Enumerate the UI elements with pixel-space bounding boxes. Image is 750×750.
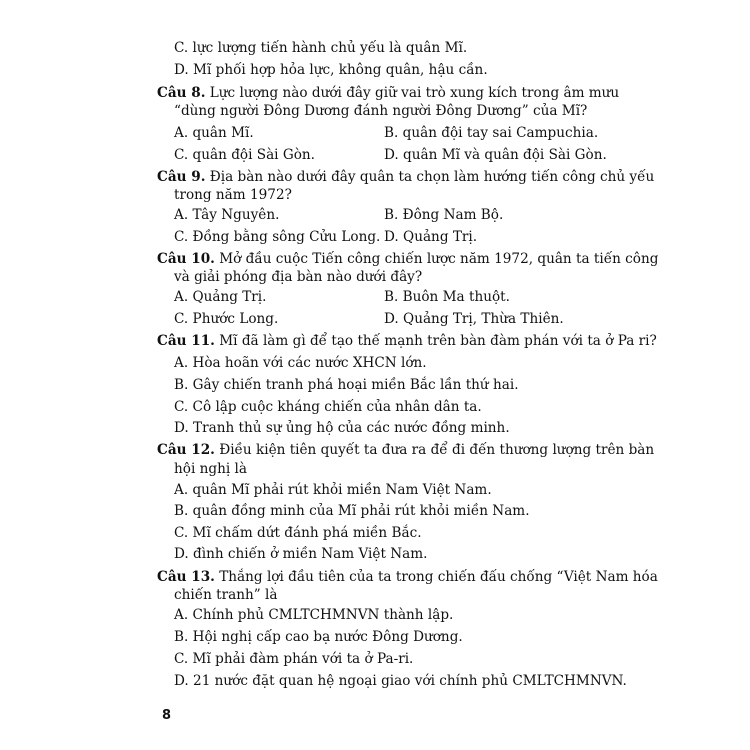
option-b: B. Buôn Ma thuột.: [384, 289, 510, 305]
question-label: Câu 8.: [157, 85, 206, 101]
option-c: C. Mĩ phải đàm phán với ta ở Pa-ri.: [174, 651, 414, 667]
option-c: C. Mĩ chấm dứt đánh phá miền Bắc.: [174, 525, 422, 541]
question-text: Thắng lợi đầu tiên của ta trong chiến đấu chống “Việt Nam hóa: [219, 569, 658, 585]
option-c: C. Đồng bằng sông Cửu Long.: [174, 229, 381, 245]
option-c: C. Phước Long.: [174, 311, 279, 327]
option-d: D. Tranh thủ sự ủng hộ của các nước đồng minh.: [174, 420, 510, 436]
option-c: C. Cô lập cuộc kháng chiến của nhân dân ta.: [174, 399, 482, 415]
question-label: Câu 11.: [157, 333, 215, 349]
option-a: A. Hòa hoãn với các nước XHCN lớn.: [174, 355, 427, 371]
page-number: 8: [162, 708, 172, 723]
option-b: B. Đông Nam Bộ.: [384, 207, 504, 223]
option-d: D. Quảng Trị, Thừa Thiên.: [384, 311, 564, 327]
question-label: Câu 13.: [157, 569, 215, 585]
option-b: B. Hội nghị cấp cao bạ nước Đông Dương.: [174, 629, 463, 645]
question-9: [157, 168, 654, 186]
option-a: A. quân Mĩ phải rút khỏi miền Nam Việt Nam.: [174, 482, 492, 498]
option-b: B. quân đồng minh của Mĩ phải rút khỏi miền Nam.: [174, 503, 530, 519]
option-a: A. Chính phủ CMLTCHMNVN thành lập.: [174, 607, 454, 623]
option-c: C. quân đội Sài Gòn.: [174, 147, 315, 163]
option-d: D. quân Mĩ và quân đội Sài Gòn.: [384, 147, 607, 163]
question-text-cont: trong năm 1972?: [174, 187, 292, 203]
option-a: A. quân Mĩ.: [174, 125, 254, 141]
question-text: Mở đầu cuộc Tiến công chiến lược năm 1972, quân ta tiến công: [219, 251, 659, 267]
question-text: Mĩ đã làm gì để tạo thế mạnh trên bàn đàm phán với ta ở Pa ri?: [219, 333, 657, 349]
question-label: Câu 9.: [157, 169, 206, 185]
question-text-cont: và giải phóng địa bàn nào dưới đây?: [174, 269, 423, 285]
question-text-cont: hội nghị là: [174, 461, 247, 477]
question-11: [157, 332, 657, 350]
option-a: A. Quảng Trị.: [174, 289, 267, 305]
option-d: D. 21 nước đặt quan hệ ngoại giao với chính phủ CMLTCHMNVN.: [174, 673, 627, 689]
option-d-prev: D. Mĩ phối hợp hỏa lực, không quân, hậu cần.: [174, 62, 488, 78]
option-d: D. Quảng Trị.: [384, 229, 478, 245]
question-13: [157, 568, 658, 586]
question-label: Câu 10.: [157, 251, 215, 267]
question-text: Địa bàn nào dưới đây quân ta chọn làm hướng tiến công chủ yếu: [209, 169, 655, 185]
question-10: [157, 250, 658, 268]
question-text: Điều kiện tiên quyết ta đưa ra để đi đến thương lượng trên bàn: [219, 442, 655, 458]
option-b: B. quân đội tay sai Campuchia.: [384, 125, 599, 141]
option-c-prev: C. lực lượng tiến hành chủ yếu là quân Mĩ.: [174, 40, 468, 56]
question-text-cont: “dùng người Đông Dương đánh người Đông Dương” của Mĩ?: [174, 103, 588, 119]
option-d: D. đình chiến ở miền Nam Việt Nam.: [174, 546, 428, 562]
question-label: Câu 12.: [157, 442, 215, 458]
question-8: [157, 84, 619, 102]
option-b: B. Gây chiến tranh phá hoại miền Bắc lần thứ hai.: [174, 377, 519, 393]
question-12: [157, 441, 654, 459]
question-text: Lực lượng nào dưới đây giữ vai trò xung kích trong âm mưu: [209, 85, 620, 101]
question-text-cont: chiến tranh” là: [174, 587, 278, 603]
option-a: A. Tây Nguyên.: [174, 207, 280, 223]
